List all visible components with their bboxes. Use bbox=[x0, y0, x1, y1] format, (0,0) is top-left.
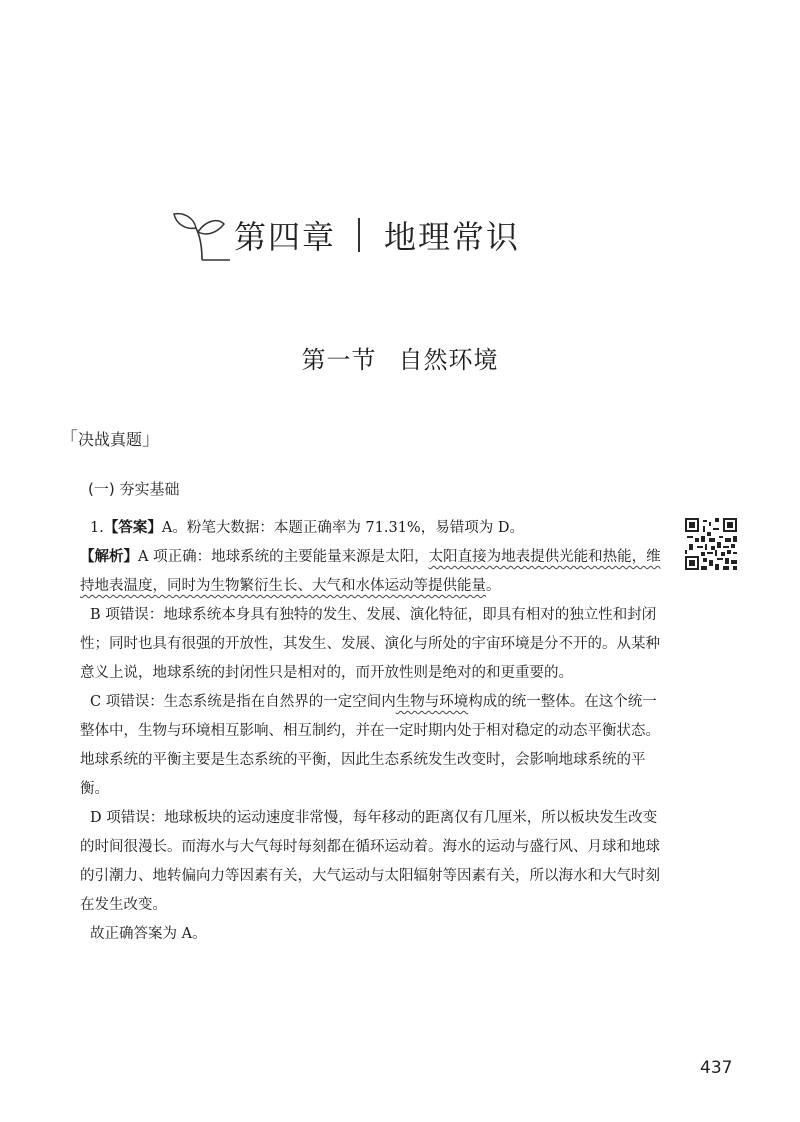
section-heading bbox=[0, 340, 800, 375]
answer-line bbox=[80, 514, 670, 543]
block-title-open: 「 bbox=[60, 429, 78, 450]
chapter-heading bbox=[168, 205, 520, 265]
block-title-close: 」 bbox=[142, 429, 161, 450]
chapter-title: 地理常识 bbox=[384, 218, 521, 256]
subheading: (一) 夯实基础 bbox=[88, 480, 180, 498]
analysis-a-end: 。 bbox=[486, 578, 501, 594]
answer-analysis bbox=[80, 514, 670, 949]
conclusion: 故正确答案为 A。 bbox=[90, 926, 207, 942]
analysis-label: 【解析】 bbox=[80, 549, 138, 565]
analysis-a bbox=[80, 543, 670, 601]
analysis-c bbox=[80, 688, 670, 804]
analysis-c-highlight: 生物与环境 bbox=[395, 694, 469, 710]
analysis-a-highlight: 太阳直接为地表提供光能和热能，维持地表温度，同时为生物繁衍生长、大气和水体运动等提供能量 bbox=[80, 549, 661, 594]
question-number: 1. bbox=[90, 520, 104, 536]
page-number: 437 bbox=[700, 1058, 733, 1078]
qr-code-icon bbox=[685, 518, 737, 570]
analysis-a-text: A 项正确：地球系统的主要能量来源是太阳， bbox=[138, 549, 429, 565]
analysis-c-pre: C 项错误：生态系统是指在自然界的一定空间内 bbox=[90, 694, 396, 710]
section-title: 自然环境 bbox=[398, 346, 499, 374]
analysis-b: B 项错误：地球系统本身具有独特的发生、发展、演化特征，即具有相对的独立性和封闭性；同时也具有很强的开放性，其发生、发展、演化与所处的宇宙环境是分不开的。从某种意义上说，地球系统的封闭性只是相对的，而开放性则是绝对的和更重要的。 bbox=[80, 607, 660, 681]
section-number: 第一节 bbox=[301, 346, 377, 374]
answer-label: 【答案】 bbox=[103, 520, 162, 536]
analysis-d: D 项错误：地球板块的运动速度非常慢，每年移动的距离仅有几厘米，所以板块发生改变的时间很漫长。而海水与大气每时每刻都在循环运动着。海水的运动与盛行风、月球和地球的引潮力、地转偏向力等因素有关，大气运动与太阳辐射等因素有关，所以海水和大气时刻在发生改变。 bbox=[80, 810, 660, 913]
chapter-number: 第四章 bbox=[234, 218, 337, 256]
block-title-text: 决战真题 bbox=[78, 430, 143, 449]
chapter-divider bbox=[358, 218, 360, 252]
sprout-icon bbox=[168, 206, 232, 264]
answer-text: A。粉笔大数据：本题正确率为 71.31%，易错项为 D。 bbox=[161, 520, 524, 536]
block-title bbox=[60, 425, 160, 451]
analysis-c-post: 构成的统一整体。在这个统一整体中，生物与环境相互影响、相互制约，并在一定时期内处于相对稳定的动态平衡状态。地球系统的平衡主要是生态系统的平衡，因此生态系统发生改变时，会影响地球系统的平衡。 bbox=[80, 694, 660, 797]
